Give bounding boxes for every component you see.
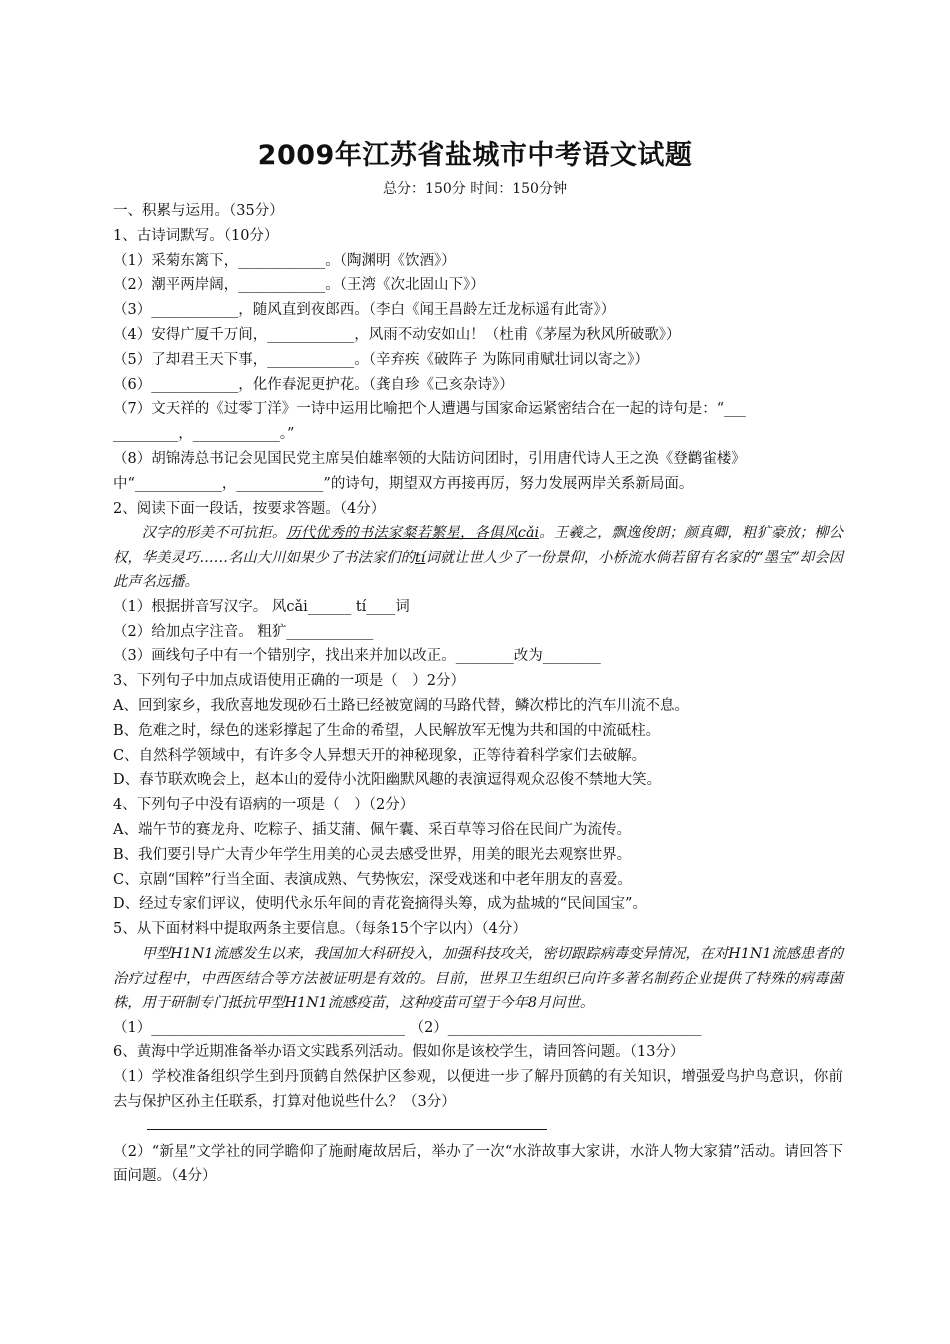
passage-text: 。王羲之，飘逸俊朗；颜真卿，粗犷豪放；柳公权，华美灵巧……名山大川如果少了书法家们的: [113, 525, 844, 566]
reading-passage: [113, 521, 843, 595]
question-item: （7）文天祥的《过零丁洋》一诗中运用比喻把个人遭遇与国家命运紧密结合在一起的诗句是：“___: [113, 401, 746, 418]
exam-info: 总分：150分 时间：150分钟: [383, 181, 567, 197]
question-heading: 2、阅读下面一段话，按要求答题。（4分）: [113, 500, 386, 517]
underlined-sentence: 历代优秀的书法家粲若繁星，各俱风cǎi: [286, 525, 540, 542]
option-a: A、端午节的赛龙舟、吃粽子、插艾蒲、佩午囊、采百草等习俗在民间广为流传。: [113, 822, 631, 839]
question-item: （2）“新星”文学社的同学瞻仰了施耐庵故居后，举办了一次“水浒故事大家讲，水浒人物大家猜”活动。请回答下面问题。（4分）: [113, 1143, 843, 1185]
question-item: （1）采菊东篱下，____________。（陶渊明《饮酒》）: [113, 252, 456, 269]
question-item: （8）胡锦涛总书记会见国民党主席吴伯雄率领的大陆访问团时，引用唐代诗人王之涣《登鹳雀楼》: [113, 450, 746, 467]
exam-body: [113, 199, 843, 1189]
option-d: D、春节联欢晚会上，赵本山的爱侍小沈阳幽默风趣的表演逗得观众忍俊不禁地大笑。: [113, 772, 662, 789]
question-heading: 4、下列句子中没有语病的一项是（ ）（2分）: [113, 797, 415, 814]
question-item: （2）潮平两岸阔，____________。（王湾《次北固山下》）: [113, 277, 485, 294]
passage-text: 词就让世人少了一份景仰，小桥流水倘若留有名家的“墨宝”却会因此声名远播。: [113, 549, 844, 591]
question-heading: 5、从下面材料中提取两条主要信息。（每条15个字以内）（4分）: [113, 921, 527, 938]
option-c: C、京剧“国粹”行当全面、表演成熟、气势恢宏，深受戏迷和中老年朋友的喜爱。: [113, 871, 632, 888]
question-item-cont: _________，____________。”: [113, 426, 295, 443]
question-item: （3）____________，随风直到夜郎西。（李白《闻王昌龄左迁龙标遥有此寄》）: [113, 302, 616, 319]
answer-line: [113, 1115, 843, 1140]
question-item: （3）画线句子中有一个错别字，找出来并加以改正。________改为________: [113, 648, 601, 665]
question-heading: 6、黄海中学近期准备举办语文实践系列活动。假如你是该校学生，请回答问题。（13分）: [113, 1044, 685, 1061]
question-item: （5）了却君王天下事，____________。（辛弃疾《破阵子 为陈同甫赋壮词以寄之》）: [113, 351, 649, 368]
question-item: （4）安得广厦千万间，____________，风雨不动安如山！（杜甫《茅屋为秋风所破歌》）: [113, 326, 681, 343]
answer-blanks: （1）___________________________________ （2）___________________________________: [113, 1019, 702, 1036]
option-a: A、回到家乡，我欣喜地发现砂石土路已经被宽阔的马路代替，鳞次栉比的汽车川流不息。: [113, 698, 689, 715]
underlined-pinyin: tí: [415, 549, 426, 566]
passage-text: 汉字的形美不可抗拒。: [141, 525, 287, 542]
section-heading: 一、积累与运用。（35分）: [113, 203, 284, 219]
question-item: （2）给加点字注音。 粗犷____________: [113, 623, 374, 640]
question-item: （1）学校准备组织学生到丹顶鹤自然保护区参观，以便进一步了解丹顶鹤的有关知识，增强爱鸟护鸟意识，你前去与保护区孙主任联系，打算对他说些什么？（3分）: [113, 1069, 843, 1110]
question-item-cont: 中“____________，____________”的诗句，期望双方再接再厉，努力发展两岸关系新局面。: [113, 475, 694, 492]
option-b: B、危难之时，绿色的迷彩撑起了生命的希望，人民解放军无愧为共和国的中流砥柱。: [113, 722, 661, 739]
option-b: B、我们要引导广大青少年学生用美的心灵去感受世界，用美的眼光去观察世界。: [113, 846, 632, 863]
question-heading: 1、古诗词默写。（10分）: [113, 227, 279, 244]
question-heading: 3、下列句子中加点成语使用正确的一项是（ ）2分）: [113, 673, 465, 690]
question-item: （6）____________，化作春泥更护花。（龚自珍《己亥杂诗》）: [113, 376, 514, 393]
option-d: D、经过专家们评议，使明代永乐年间的青花瓷摘得头筹，成为盐城的“民间国宝”。: [113, 896, 647, 913]
material-passage: 甲型H1N1流感发生以来，我国加大科研投入，加强科技攻关，密切跟踪病毒变异情况，在对H1N1流感患者的治疗过程中，中西医结合等方法被证明是有效的。目前，世界卫生组织已向许多著名制药企业提供了特殊的病毒菌株，用于研制专门抵抗甲型H1N1流感疫苗，这种疫苗可望于今年8月问世。: [113, 946, 843, 1012]
question-item: （1）根据拼音写汉字。 风cǎi______ tí____词: [113, 598, 410, 615]
option-c: C、自然科学领域中，有许多令人异想天开的神秘现象，正等待着科学家们去破解。: [113, 747, 647, 764]
answer-rule: [147, 1129, 547, 1130]
page-title: 2009年江苏省盐城市中考语文试题: [257, 140, 693, 171]
